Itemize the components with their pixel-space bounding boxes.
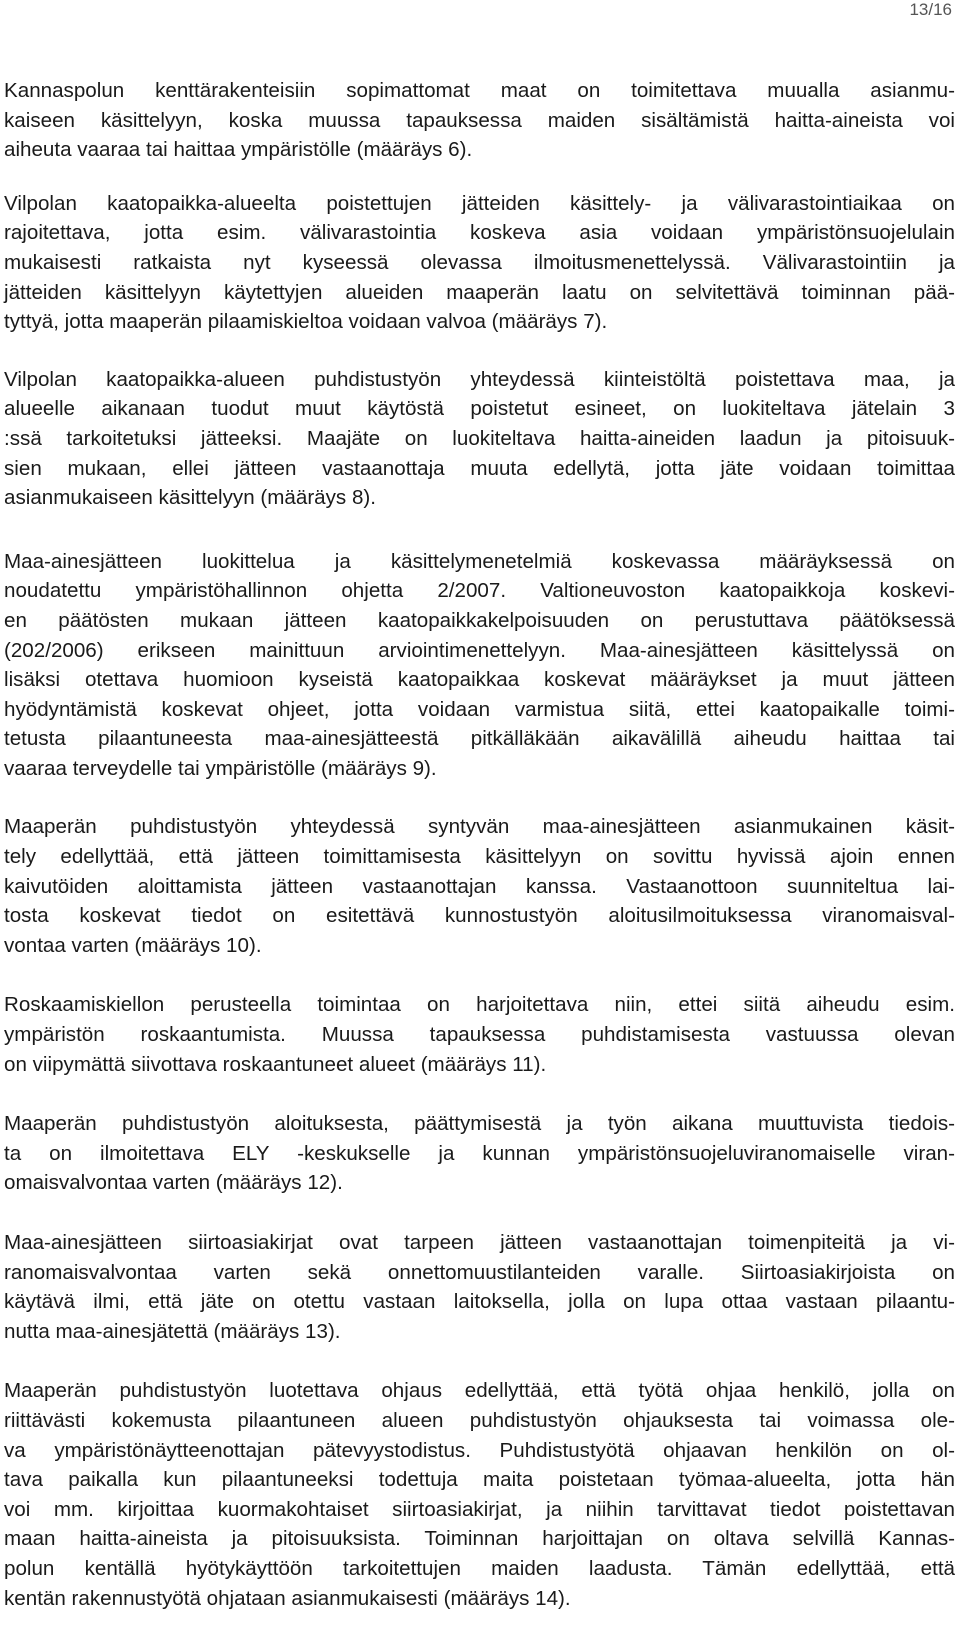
text-line: tava paikalla kun pilaantuneeksi todettuja maita poistetaan työmaa-alueelta, jotta hän — [4, 1468, 955, 1492]
text-line: Maaperän puhdistustyön luotettava ohjaus edellyttää, että työtä ohjaa henkilö, jolla on — [4, 1379, 955, 1403]
text-line: tely edellyttää, että jätteen toimittamisesta käsittelyyn on sovittu hyvissä ajoin ennen — [4, 845, 955, 869]
text-line: vaaraa terveydelle tai ympäristölle (määräys 9). — [4, 756, 437, 780]
text-line: Kannaspolun kenttärakenteisiin sopimattomat maat on toimitettava muualla asianmu- — [4, 79, 955, 102]
text-line: jätteiden käsittelyyn käytettyjen alueiden maaperän laatu on selvitettävä toiminnan pää- — [4, 280, 955, 304]
text-line: alueelle aikanaan tuodut muut käytöstä poistetut esineet, on luokiteltava jätelain 3 — [4, 397, 955, 421]
text-line: tetusta pilaantuneesta maa-ainesjätteestä pitkälläkään aikavälillä aiheudu haittaa tai — [4, 727, 955, 751]
paragraph — [4, 812, 955, 960]
page-number: 13/16 — [909, 0, 952, 19]
text-line: tosta koskevat tiedot on esitettävä kunnostustyön aloitusilmoituksessa viranomaisval- — [4, 904, 955, 928]
paragraph — [4, 990, 955, 1079]
text-line: maan haitta-aineista ja pitoisuuksista. Toiminnan harjoittajan on oltava selvillä Kannas- — [4, 1527, 955, 1551]
paragraph — [4, 365, 955, 513]
text-line: kaivutöiden aloittamista jätteen vastaanottajan kanssa. Vastaanottoon suunniteltua lai- — [4, 874, 955, 898]
text-line: aiheuta vaaraa tai haittaa ympäristölle (määräys 6). — [4, 138, 473, 162]
text-line: ta on ilmoitettava ELY -keskukselle ja kunnan ympäristönsuojeluviranomaiselle viran- — [4, 1141, 955, 1165]
text-line: Maa-ainesjätteen siirtoasiakirjat ovat tarpeen jätteen vastaanottajan toimenpiteitä ja vi- — [4, 1231, 955, 1254]
text-line: rajoitettava, jotta esim. välivarastointia koskeva asia voidaan ympäristönsuojelulain — [4, 221, 955, 245]
text-line: Maa-ainesjätteen luokittelua ja käsittelymenetelmiä koskevassa määräyksessä on — [4, 549, 955, 573]
text-line: va ympäristönäytteenottajan pätevyystodistus. Puhdistustyötä ohjaavan henkilön on ol- — [4, 1438, 955, 1462]
text-line: hyödyntämistä koskevat ohjeet, jotta voidaan varmistua siitä, ettei kaatopaikalle toimi- — [4, 697, 955, 721]
text-line: en päätösten mukaan jätteen kaatopaikkakelpoisuuden on perustuttava päätöksessä — [4, 608, 955, 632]
text-line: Vilpolan kaatopaikka-alueelta poistettujen jätteiden käsittely- ja välivarastointiaikaa on — [4, 191, 955, 215]
text-line: käytävä ilmi, että jäte on otettu vastaan laitoksella, jolla on lupa ottaa vastaan pilaantu- — [4, 1290, 955, 1314]
text-line: sien mukaan, ellei jätteen vastaanottaja muuta edellytä, jotta jäte voidaan toimittaa — [4, 456, 955, 480]
text-line: noudatettu ympäristöhallinnon ohjetta 2/2007. Valtioneuvoston kaatopaikkoja koskevi- — [4, 579, 955, 603]
paragraph — [4, 189, 955, 337]
text-line: riittävästi kokemusta pilaantuneen alueen puhdistustyön ohjauksesta tai voimassa ole- — [4, 1408, 955, 1432]
text-line: vontaa varten (määräys 10). — [4, 933, 262, 957]
text-line: tyttyä, jotta maaperän pilaamiskieltoa voidaan valvoa (määräys 7). — [4, 310, 608, 334]
text-line: (202/2006) erikseen mainittuun arviointimenettelyyn. Maa-ainesjätteen käsittelyssä on — [4, 638, 955, 662]
text-line: Roskaamiskiellon perusteella toimintaa on harjoitettava niin, ettei siitä aiheudu esim. — [4, 993, 955, 1017]
text-line: kentän rakennustyötä ohjataan asianmukaisesti (määräys 14). — [4, 1586, 571, 1610]
text-line: Maaperän puhdistustyön yhteydessä syntyvän maa-ainesjätteen asianmukainen käsit- — [4, 815, 955, 839]
text-line: asianmukaiseen käsittelyyn (määräys 8). — [4, 486, 376, 510]
paragraph — [4, 76, 955, 165]
text-line: omaisvalvontaa varten (määräys 12). — [4, 1171, 343, 1195]
text-line: Vilpolan kaatopaikka-alueen puhdistustyön yhteydessä kiinteistöltä poistettava maa, ja — [4, 367, 955, 391]
text-line: polun kentällä hyötykäyttöön tarkoitettujen maiden laadusta. Tämän edellyttää, että — [4, 1556, 955, 1580]
document-body — [4, 76, 955, 1637]
paragraph — [4, 1109, 955, 1198]
paragraph — [4, 1376, 955, 1613]
text-line: :ssä tarkoitetuksi jätteeksi. Maajäte on luokiteltava haitta-aineiden laadun ja pitoisuuk- — [4, 426, 955, 450]
text-line: lisäksi otettava huomioon kyseistä kaatopaikkaa koskevat määräykset ja muut jätteen — [4, 668, 955, 692]
text-line: Maaperän puhdistustyön aloituksesta, päättymisestä ja työn aikana muuttuvista tiedois- — [4, 1112, 955, 1136]
text-line: kaiseen käsittelyyn, koska muussa tapauksessa maiden sisältämistä haitta-aineista voi — [4, 108, 955, 132]
text-line: ranomaisvalvontaa varten sekä onnettomuustilanteiden varalle. Siirtoasiakirjoista on — [4, 1260, 955, 1284]
paragraph — [4, 1228, 955, 1346]
text-line: mukaisesti ratkaista nyt kyseessä olevassa ilmoitusmenettelyssä. Välivarastointiin ja — [4, 250, 955, 274]
text-line: voi mm. kirjoittaa kuormakohtaiset siirtoasiakirjat, ja niihin tarvittavat tiedot poistettavan — [4, 1497, 955, 1521]
text-line: nutta maa-ainesjätettä (määräys 13). — [4, 1319, 341, 1343]
text-line: on viipymättä siivottava roskaantuneet alueet (määräys 11). — [4, 1052, 547, 1076]
text-line: ympäristön roskaantumista. Muussa tapauksessa puhdistamisesta vastuussa olevan — [4, 1023, 955, 1047]
paragraph — [4, 547, 955, 784]
